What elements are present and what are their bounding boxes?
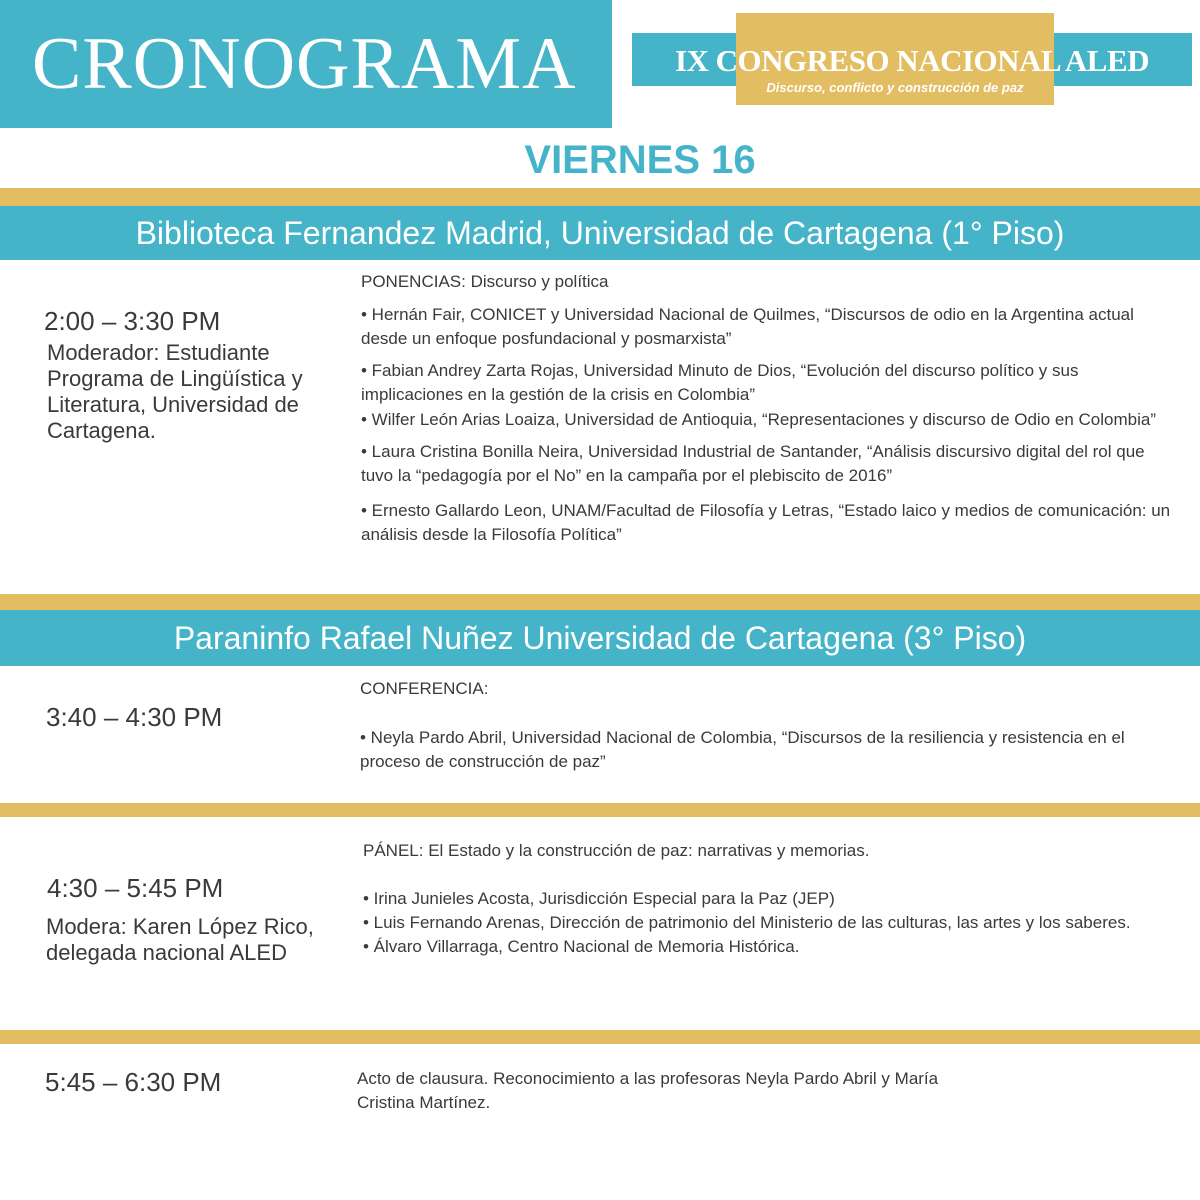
session-description: Acto de clausura. Reconocimiento a las profesoras Neyla Pardo Abril y María Cristina Martínez.	[357, 1069, 939, 1112]
session-time: 3:40 – 4:30 PM	[46, 702, 223, 732]
session-list	[363, 887, 1173, 959]
list-item: • Wilfer León Arias Loaiza, Universidad de Antioquia, “Representaciones y discurso de Odio en Colombia”	[361, 410, 1156, 429]
divider-band	[0, 188, 1200, 206]
list-item: • Fabian Andrey Zarta Rojas, Universidad Minuto de Dios, “Evolución del discurso político y sus implicaciones en la gestión de la crisis en Colombia”	[361, 361, 1079, 404]
session-moderator: Modera: Karen López Rico, delegada nacional ALED	[46, 914, 314, 965]
divider-band	[0, 594, 1200, 610]
session-list	[360, 726, 1140, 774]
list-item: • Irina Junieles Acosta, Jurisdicción Especial para la Paz (JEP)	[363, 889, 835, 908]
congress-subtitle: Discurso, conflicto y construcción de paz	[766, 80, 1024, 95]
list-item: • Luis Fernando Arenas, Dirección de patrimonio del Ministerio de las culturas, las artes y los saberes.	[363, 913, 1131, 932]
list-item: • Álvaro Villarraga, Centro Nacional de Memoria Histórica.	[363, 937, 800, 956]
day-heading: VIERNES 16	[524, 138, 756, 182]
divider-band	[0, 1030, 1200, 1044]
session-heading: PÁNEL: El Estado y la construcción de paz: narrativas y memorias.	[363, 841, 870, 860]
session-heading: CONFERENCIA:	[360, 679, 489, 698]
session-time: 4:30 – 5:45 PM	[47, 873, 224, 903]
session-moderator: Moderador: Estudiante Programa de Lingüística y Literatura, Universidad de Cartagena.	[47, 340, 303, 443]
divider-band	[0, 803, 1200, 817]
list-item: • Hernán Fair, CONICET y Universidad Nacional de Quilmes, “Discursos de odio en la Argentina actual desde un enfoque posfundacional y posmarxista”	[361, 305, 1134, 348]
session-time: 5:45 – 6:30 PM	[45, 1067, 222, 1097]
venue-banner-2: Paraninfo Rafael Nuñez Universidad de Cartagena (3° Piso)	[0, 610, 1200, 666]
session-time: 2:00 – 3:30 PM	[44, 306, 221, 336]
page-title: CRONOGRAMA	[32, 23, 577, 105]
congress-title: IX CONGRESO NACIONAL ALED	[674, 43, 1150, 78]
list-item: • Ernesto Gallardo Leon, UNAM/Facultad de Filosofía y Letras, “Estado laico y medios de comunicación: un análisis desde la Filosofía Política”	[361, 501, 1171, 544]
list-item: • Neyla Pardo Abril, Universidad Nacional de Colombia, “Discursos de la resiliencia y resistencia en el proceso de construcción de paz”	[360, 728, 1125, 771]
session-list	[361, 303, 1171, 547]
venue-banner-1: Biblioteca Fernandez Madrid, Universidad de Cartagena (1° Piso)	[0, 206, 1200, 260]
list-item: • Laura Cristina Bonilla Neira, Universidad Industrial de Santander, “Análisis discursivo digital del rol que tuvo la “pedagogía por el No” en la campaña por el plebiscito de 2016”	[361, 442, 1145, 485]
session-heading: PONENCIAS: Discurso y política	[361, 272, 609, 291]
